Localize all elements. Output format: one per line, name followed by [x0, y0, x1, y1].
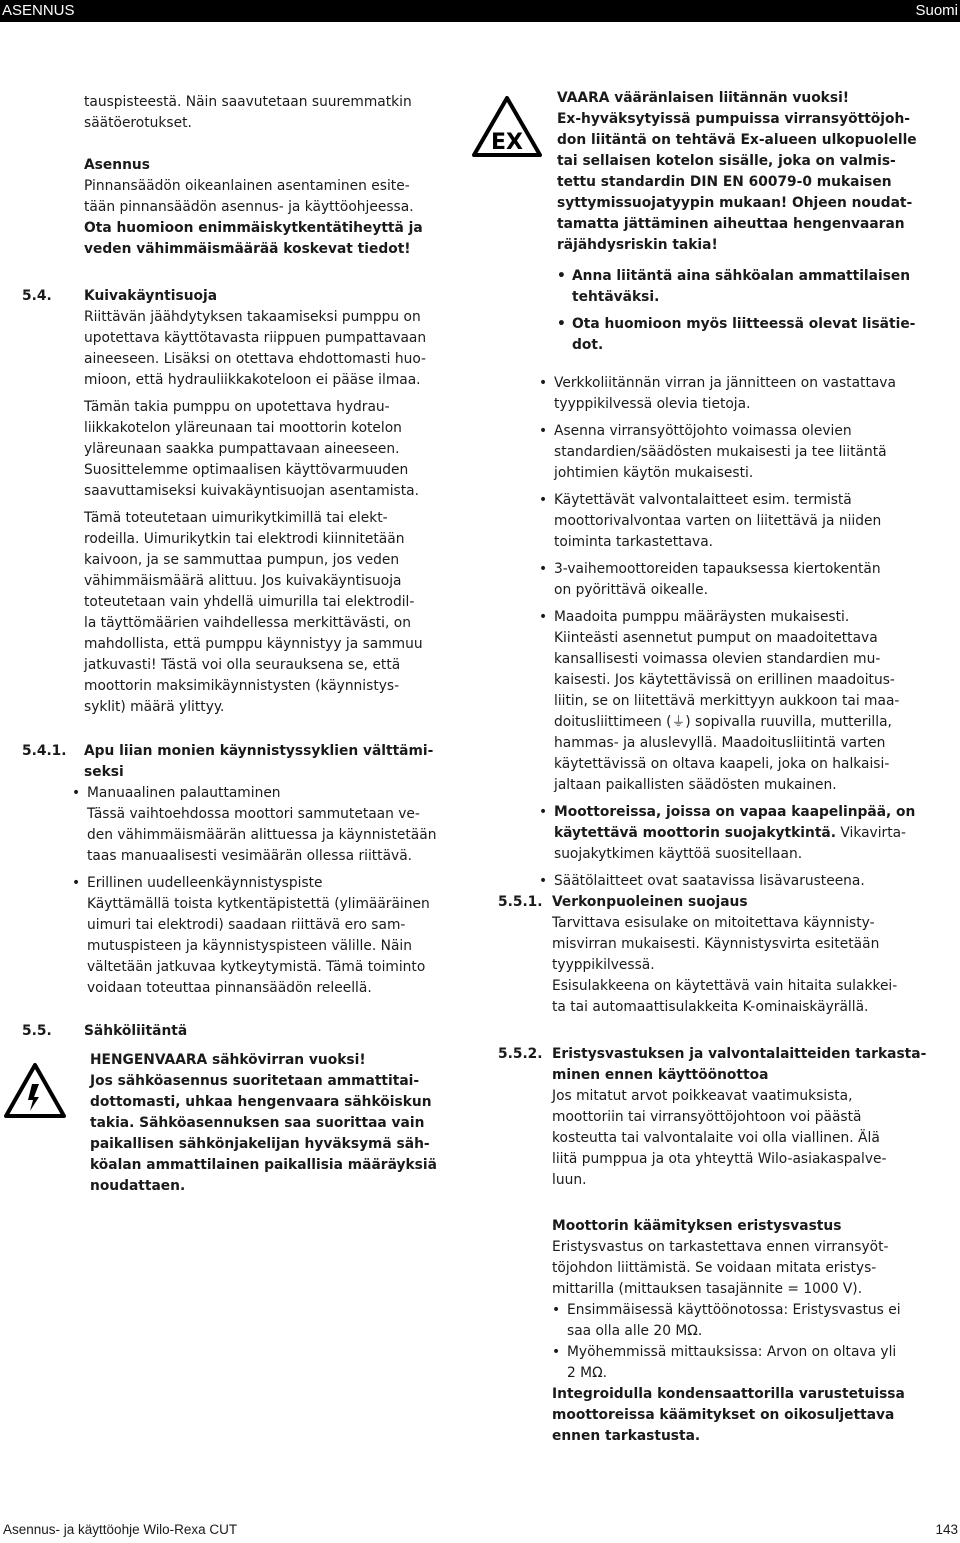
text-line: tettu standardin DIN EN 60079-0 mukaisen [557, 174, 892, 190]
text-line: Asenna virransyöttöjohto voimassa olevien [554, 423, 852, 439]
text-line: vältetään jatkuvaa kytkeytymistä. Tämä toiminto [87, 959, 426, 975]
text-line: Tässä vaihtoehdossa moottori sammutetaan ve- [87, 806, 420, 822]
asennus-note [84, 218, 454, 260]
text-line: on pyörittävä oikealle. [554, 582, 708, 598]
text-line: 2 MΩ. [567, 1365, 607, 1381]
s541-bullet-restart [72, 873, 454, 999]
text-line: misvirran mukaisesti. Käynnistysvirta esitetään [552, 936, 880, 952]
text-line: Apu liian monien käynnistyssyklien välttämi- [84, 743, 434, 759]
text-line: toteutetaan vain yhdellä uimurilla tai elektrodil- [84, 594, 415, 610]
section-title-5-5-2 [552, 1044, 937, 1086]
text-line: paikallisen sähkönjakelijan hyväksymä säh- [90, 1136, 430, 1152]
text-line: luun. [552, 1172, 587, 1188]
ex-warning-text [557, 88, 937, 256]
s54-paragraph-2 [84, 397, 454, 460]
asennus-paragraph [84, 176, 454, 218]
ex-warning-block [557, 88, 937, 356]
text-line: Ensimmäisessä käyttöönotossa: Eristysvastus ei [567, 1302, 901, 1318]
text-line: tään pinnansäädön asennus- ja käyttöohjeessa. [84, 199, 414, 215]
text-line: moottoriin tai virransyöttöjohtoon voi päästä [552, 1109, 862, 1125]
electric-hazard-icon [3, 1062, 67, 1120]
text-line: jaltaan paikallisten säädösten mukainen. [554, 777, 837, 793]
text-line: dottomasti, uhkaa hengenvaara sähköiskun [90, 1094, 432, 1110]
section-title-5-5-1: Verkonpuoleinen suojaus [552, 894, 748, 910]
text-line: Suosittelemme optimaalisen käyttövarmuuden [84, 462, 409, 478]
text-line: töjohdon liittämistä. Se voidaan mitata eristys- [552, 1260, 877, 1276]
ex-bullet-list [557, 266, 937, 356]
text-line: hammas- ja aluslevyllä. Maadoitusliitintä varten [554, 735, 886, 751]
text-line: rodeilla. Uimurikytkin tai elektrodi kiinnitetään [84, 531, 405, 547]
electrical-bullet-1 [539, 373, 939, 415]
text-line: Ota huomioon enimmäiskytkentätiheyttä ja [84, 220, 423, 236]
s551-paragraph-1 [552, 913, 937, 976]
ex-bullet-2 [557, 314, 937, 356]
text-line: liitin, se on liitettävä merkittyyn aukkoon tai maa- [554, 693, 900, 709]
text-line: doitusliittimeen (⏚) sopivalla ruuvilla, mutterilla, [554, 714, 892, 730]
s541-bullet-list [72, 783, 454, 999]
text-line: kosteutta tai valvontalaite voi olla viallinen. Älä [552, 1130, 880, 1146]
text-line: 3-vaihemoottoreiden tapauksessa kiertokentän [554, 561, 881, 577]
text-line: Integroidulla kondensaattorilla varustetuissa [552, 1386, 905, 1402]
text-line: säätöerotukset. [84, 115, 192, 131]
section-title-5-4: Kuivakäyntisuoja [84, 288, 218, 304]
winding-bullet-1 [552, 1300, 937, 1342]
text-line: käytettävissä on oltava kaapeli, joka on halkaisi- [554, 756, 890, 772]
text-line: jatkuvasti! Tästä voi olla seurauksena se, että [84, 657, 401, 673]
text-line: liitä pumppua ja ota yhteyttä Wilo-asiakaspalve- [552, 1151, 887, 1167]
footer-title: Asennus- ja käyttöohje Wilo-Rexa CUT [3, 1522, 238, 1537]
header-section: ASENNUS [2, 2, 75, 19]
text-line: Manuaalinen palauttaminen [87, 785, 281, 801]
text-line: seksi [84, 764, 124, 780]
text-line: taas manuaalisesti vesimäärän ollessa riittävä. [87, 848, 413, 864]
text-line: noudattaen. [90, 1178, 186, 1194]
text-line: Eristysvastuksen ja valvontalaitteiden tarkasta- [552, 1046, 927, 1062]
section-5-5-1 [552, 892, 937, 1018]
text-line: Tarvittava esisulake on mitoitettava käynnisty- [552, 915, 875, 931]
text-line: upotettava käyttötavasta riippuen pumpattavaan [84, 330, 427, 346]
text-line: tehtäväksi. [572, 289, 660, 305]
ex-hazard-icon [471, 95, 543, 159]
text-line: räjähdysriskin takia! [557, 237, 718, 253]
text-line: VAARA vääränlaisen liitännän vuoksi! [557, 90, 850, 106]
text-line: kaisesti. Jos käytettävissä on erillinen maadoitus- [554, 672, 895, 688]
text-line: Maadoita pumppu määräysten mukaisesti. [554, 609, 850, 625]
ex-bullet-1 [557, 266, 937, 308]
text-line: liikkakotelon yläreunaan tai moottorin kotelon [84, 420, 402, 436]
section-title-5-4-1 [84, 741, 454, 783]
section-number-5-5: 5.5. [22, 1023, 52, 1039]
text-line: tyyppikilvessä olevia tietoja. [554, 396, 751, 412]
text-line: Ex-hyväksytyissä pumpuissa virransyöttöjoh- [557, 111, 911, 127]
winding-note [552, 1384, 937, 1447]
s54-paragraph-3 [84, 460, 454, 502]
text-line: ennen tarkastusta. [552, 1428, 701, 1444]
text-line: Tämän takia pumppu on upotettava hydrau- [84, 399, 390, 415]
text-line: standardien/säädösten mukaisesti ja tee liitäntä [554, 444, 887, 460]
text-line: voidaan toteuttaa pinnansäädön releellä. [87, 980, 372, 996]
text-line: Vikavirta- [835, 825, 907, 841]
text-line: Ota huomioon myös liitteessä olevat lisätie- [572, 316, 916, 332]
s54-paragraph-4 [84, 508, 454, 718]
electrical-bullet-4 [539, 559, 939, 601]
section-number-5-4: 5.4. [22, 288, 52, 304]
winding-paragraph [552, 1237, 937, 1300]
text-line: saa olla alle 20 MΩ. [567, 1323, 703, 1339]
winding-heading: Moottorin käämityksen eristysvastus [552, 1218, 842, 1234]
text-line: tai sellaisen kotelon sisälle, joka on valmis- [557, 153, 896, 169]
text-line: Moottoreissa, joissa on vapaa kaapelinpää, on [554, 804, 916, 820]
section-number-5-5-1: 5.5.1. [498, 894, 543, 910]
main-bullet-list [539, 373, 939, 892]
text-line: don liitäntä on tehtävä Ex-alueen ulkopuolelle [557, 132, 917, 148]
asennus-heading: Asennus [84, 157, 150, 173]
intro-paragraph [84, 92, 454, 134]
text-line: käytettävä moottorin suojakytkintä. [554, 825, 836, 841]
electrical-bullet-2 [539, 421, 939, 484]
winding-bullet-list [552, 1300, 937, 1384]
s552-paragraph-1 [552, 1086, 937, 1191]
s541-bullet-manual [72, 783, 454, 867]
intro-block [84, 92, 454, 260]
text-line: mahdollista, että pumppu käynnistyy ja sammuu [84, 636, 423, 652]
text-line: kansallisesti voimassa olevien standardien mu- [554, 651, 881, 667]
text-line: mioon, että hydrauliikkakoteloon ei pääse ilmaa. [84, 372, 421, 388]
electrical-bullet-7 [539, 871, 939, 892]
text-line: Anna liitäntä aina sähköalan ammattilaisen [572, 268, 911, 284]
winding-bullet-2 [552, 1342, 937, 1384]
s551-paragraph-2 [552, 976, 937, 1018]
ex-symbol-text: EX [491, 130, 523, 155]
text-line: moottorin maksimikäynnistysten (käynnistys- [84, 678, 400, 694]
text-line: ta tai automaattisulakkeita K-ominaiskäyrällä. [552, 999, 869, 1015]
text-line: syttymissuojatyypin mukaan! Ohjeen noudat- [557, 195, 913, 211]
text-line: HENGENVAARA sähkövirran vuoksi! [90, 1052, 366, 1068]
text-line: Esisulakkeena on käytettävä vain hitaita sulakkei- [552, 978, 898, 994]
text-line: saavuttamiseksi kuivakäyntisuojan asentamista. [84, 483, 419, 499]
text-line: moottoreissa käämitykset on oikosuljettava [552, 1407, 895, 1423]
text-line: syklit) määrä ylittyy. [84, 699, 225, 715]
header-language: Suomi [915, 2, 958, 19]
text-line: aineeseen. Lisäksi on otettava ehdottomasti huo- [84, 351, 427, 367]
text-line: den vähimmäismäärän alittuessa ja käynnistetään [87, 827, 437, 843]
text-line: Tämä toteutetaan uimurikytkimillä tai elekt- [84, 510, 388, 526]
electrical-bullets [539, 373, 939, 892]
text-line: minen ennen käyttöönottoa [552, 1067, 769, 1083]
electrical-bullet-3 [539, 490, 939, 553]
text-line: Säätölaitteet ovat saatavissa lisävarusteena. [554, 873, 865, 889]
electric-warning [90, 1050, 450, 1197]
electrical-bullet-5 [539, 607, 939, 796]
text-line: uimuri tai elektrodi) saadaan riittävä ero sam- [87, 917, 406, 933]
section-5-5-2 [552, 1044, 937, 1447]
text-line: Kiinteästi asennetut pumput on maadoitettava [554, 630, 878, 646]
page-header [0, 0, 960, 22]
text-line: Verkkoliitännän virran ja jännitteen on vastattava [554, 375, 896, 391]
text-line: tyyppikilvessä. [552, 957, 655, 973]
text-line: takia. Sähköasennuksen saa suorittaa vain [90, 1115, 425, 1131]
text-line: johtimien käytön mukaisesti. [554, 465, 754, 481]
text-line: Pinnansäädön oikeanlainen asentaminen esite- [84, 178, 410, 194]
text-line: tauspisteestä. Näin saavutetaan suuremmatkin [84, 94, 412, 110]
text-line: mutuspisteen ja käynnistyspisteen välille. Näin [87, 938, 412, 954]
text-line: Myöhemmissä mittauksissa: Arvon on oltava yli [567, 1344, 897, 1360]
text-line: Eristysvastus on tarkastettava ennen virransyöt- [552, 1239, 889, 1255]
text-line: dot. [572, 337, 604, 353]
text-line: toiminta tarkastettava. [554, 534, 714, 550]
section-5-4 [84, 286, 454, 718]
electrical-bullet-6 [539, 802, 939, 865]
text-line: Jos mitatut arvot poikkeavat vaatimuksista, [552, 1088, 853, 1104]
text-line: Käytettävät valvontalaitteet esim. termistä [554, 492, 852, 508]
text-line: veden vähimmäismäärää koskevat tiedot! [84, 241, 411, 257]
text-line: Erillinen uudelleenkäynnistyspiste [87, 875, 323, 891]
text-line: vähimmäismäärä alittuu. Jos kuivakäyntisuoja [84, 573, 402, 589]
text-line: mittarilla (mittauksen tasajännite = 1000 V). [552, 1281, 863, 1297]
text-line: suojakytkimen käyttöä suositellaan. [554, 846, 803, 862]
text-line: Riittävän jäähdytyksen takaamiseksi pumppu on [84, 309, 421, 325]
section-number-5-4-1: 5.4.1. [22, 743, 67, 759]
text-line: moottorivalvontaa varten on liitettävä ja niiden [554, 513, 882, 529]
text-line: Jos sähköasennus suoritetaan ammattitai- [90, 1073, 420, 1089]
section-title-5-5: Sähköliitäntä [84, 1023, 188, 1039]
section-5-4-1 [84, 741, 454, 999]
text-line: kaivoon, ja se sammuttaa pumpun, jos veden [84, 552, 400, 568]
footer-page-number: 143 [935, 1522, 958, 1537]
text-line: Käyttämällä toista kytkentäpistettä (ylimääräinen [87, 896, 430, 912]
text-line: köalan ammattilainen paikallisia määräyksiä [90, 1157, 437, 1173]
text-line: tamatta jättäminen aiheuttaa hengenvaaran [557, 216, 905, 232]
section-number-5-5-2: 5.5.2. [498, 1046, 543, 1062]
text-line: yläreunaan saakka pumpattavaan aineeseen. [84, 441, 400, 457]
s54-paragraph-1 [84, 307, 454, 391]
text-line: la täyttömäärien vaihdellessa merkittävästi, on [84, 615, 411, 631]
